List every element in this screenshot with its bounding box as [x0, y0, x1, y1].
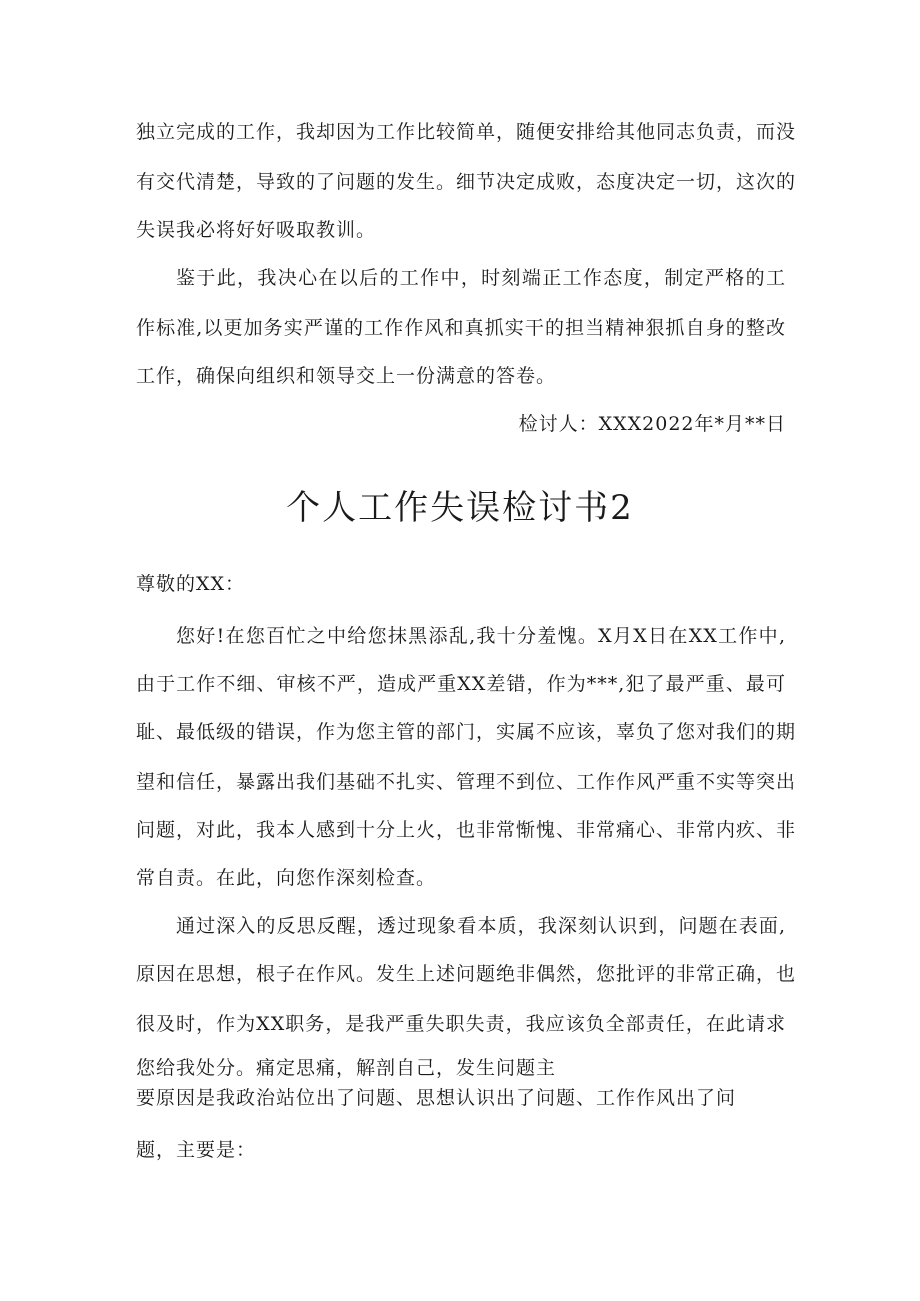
- paragraph-line: 要原因是我政治站位出了问题、思想认识出了问题、工作作风出了问: [136, 1087, 737, 1109]
- paragraph-line: 常自责。在此，向您作深刻检查。: [136, 867, 437, 889]
- paragraph-line: 耻、最低级的错误，作为您主管的部门，实属不应该，辜负了您对我们的期: [136, 721, 797, 743]
- paragraph-line: 鉴于此，我决心在以后的工作中，时刻端正工作态度，制定严格的工: [176, 267, 786, 289]
- paragraph-line: 有交代清楚，导致的了问题的发生。细节决定成败，态度决定一切，这次的: [136, 171, 797, 193]
- paragraph-line: 作标准,以更加务实严谨的工作作风和真抓实干的担当精神狠抓自身的整改: [136, 317, 786, 339]
- paragraph-line: 很及时，作为XX职务，是我严重失职失责，我应该负全部责任，在此请求: [136, 1013, 786, 1035]
- paragraph-line: 独立完成的工作，我却因为工作比较简单，随便安排给其他同志负责，而没: [136, 121, 797, 143]
- paragraph-line: 工作，确保向组织和领导交上一份满意的答卷。: [136, 365, 557, 387]
- paragraph-line: 问题，对此，我本人感到十分上火，也非常惭愧、非常痛心、非常内疚、非: [136, 819, 797, 841]
- document-title: 个人工作失误检讨书2: [286, 488, 634, 528]
- paragraph-line: 您好!在您百忙之中给您抹黑添乱,我十分羞愧。X月X日在XX工作中,: [176, 625, 786, 647]
- paragraph-line: 望和信任，暴露出我们基础不扎实、管理不到位、工作作风严重不实等突出: [136, 771, 797, 793]
- paragraph-line: 失误我必将好好吸取教训。: [136, 219, 377, 241]
- paragraph-line: 原因在思想，根子在作风。发生上述问题绝非偶然，您批评的非常正确，也: [136, 963, 797, 985]
- salutation: 尊敬的XX：: [136, 573, 246, 595]
- paragraph-line: 您给我处分。痛定思痛，解剖自己，发生问题主: [136, 1057, 557, 1079]
- paragraph-line: 题，主要是：: [136, 1139, 257, 1161]
- paragraph-line: 由于工作不细、审核不严，造成严重XX差错，作为***,犯了最严重、最可: [136, 673, 786, 695]
- paragraph-line: 通过深入的反思反醒，透过现象看本质，我深刻认识到，问题在表面,: [176, 915, 786, 937]
- signature-line: 检讨人：XXX2022年*月**日: [518, 413, 786, 435]
